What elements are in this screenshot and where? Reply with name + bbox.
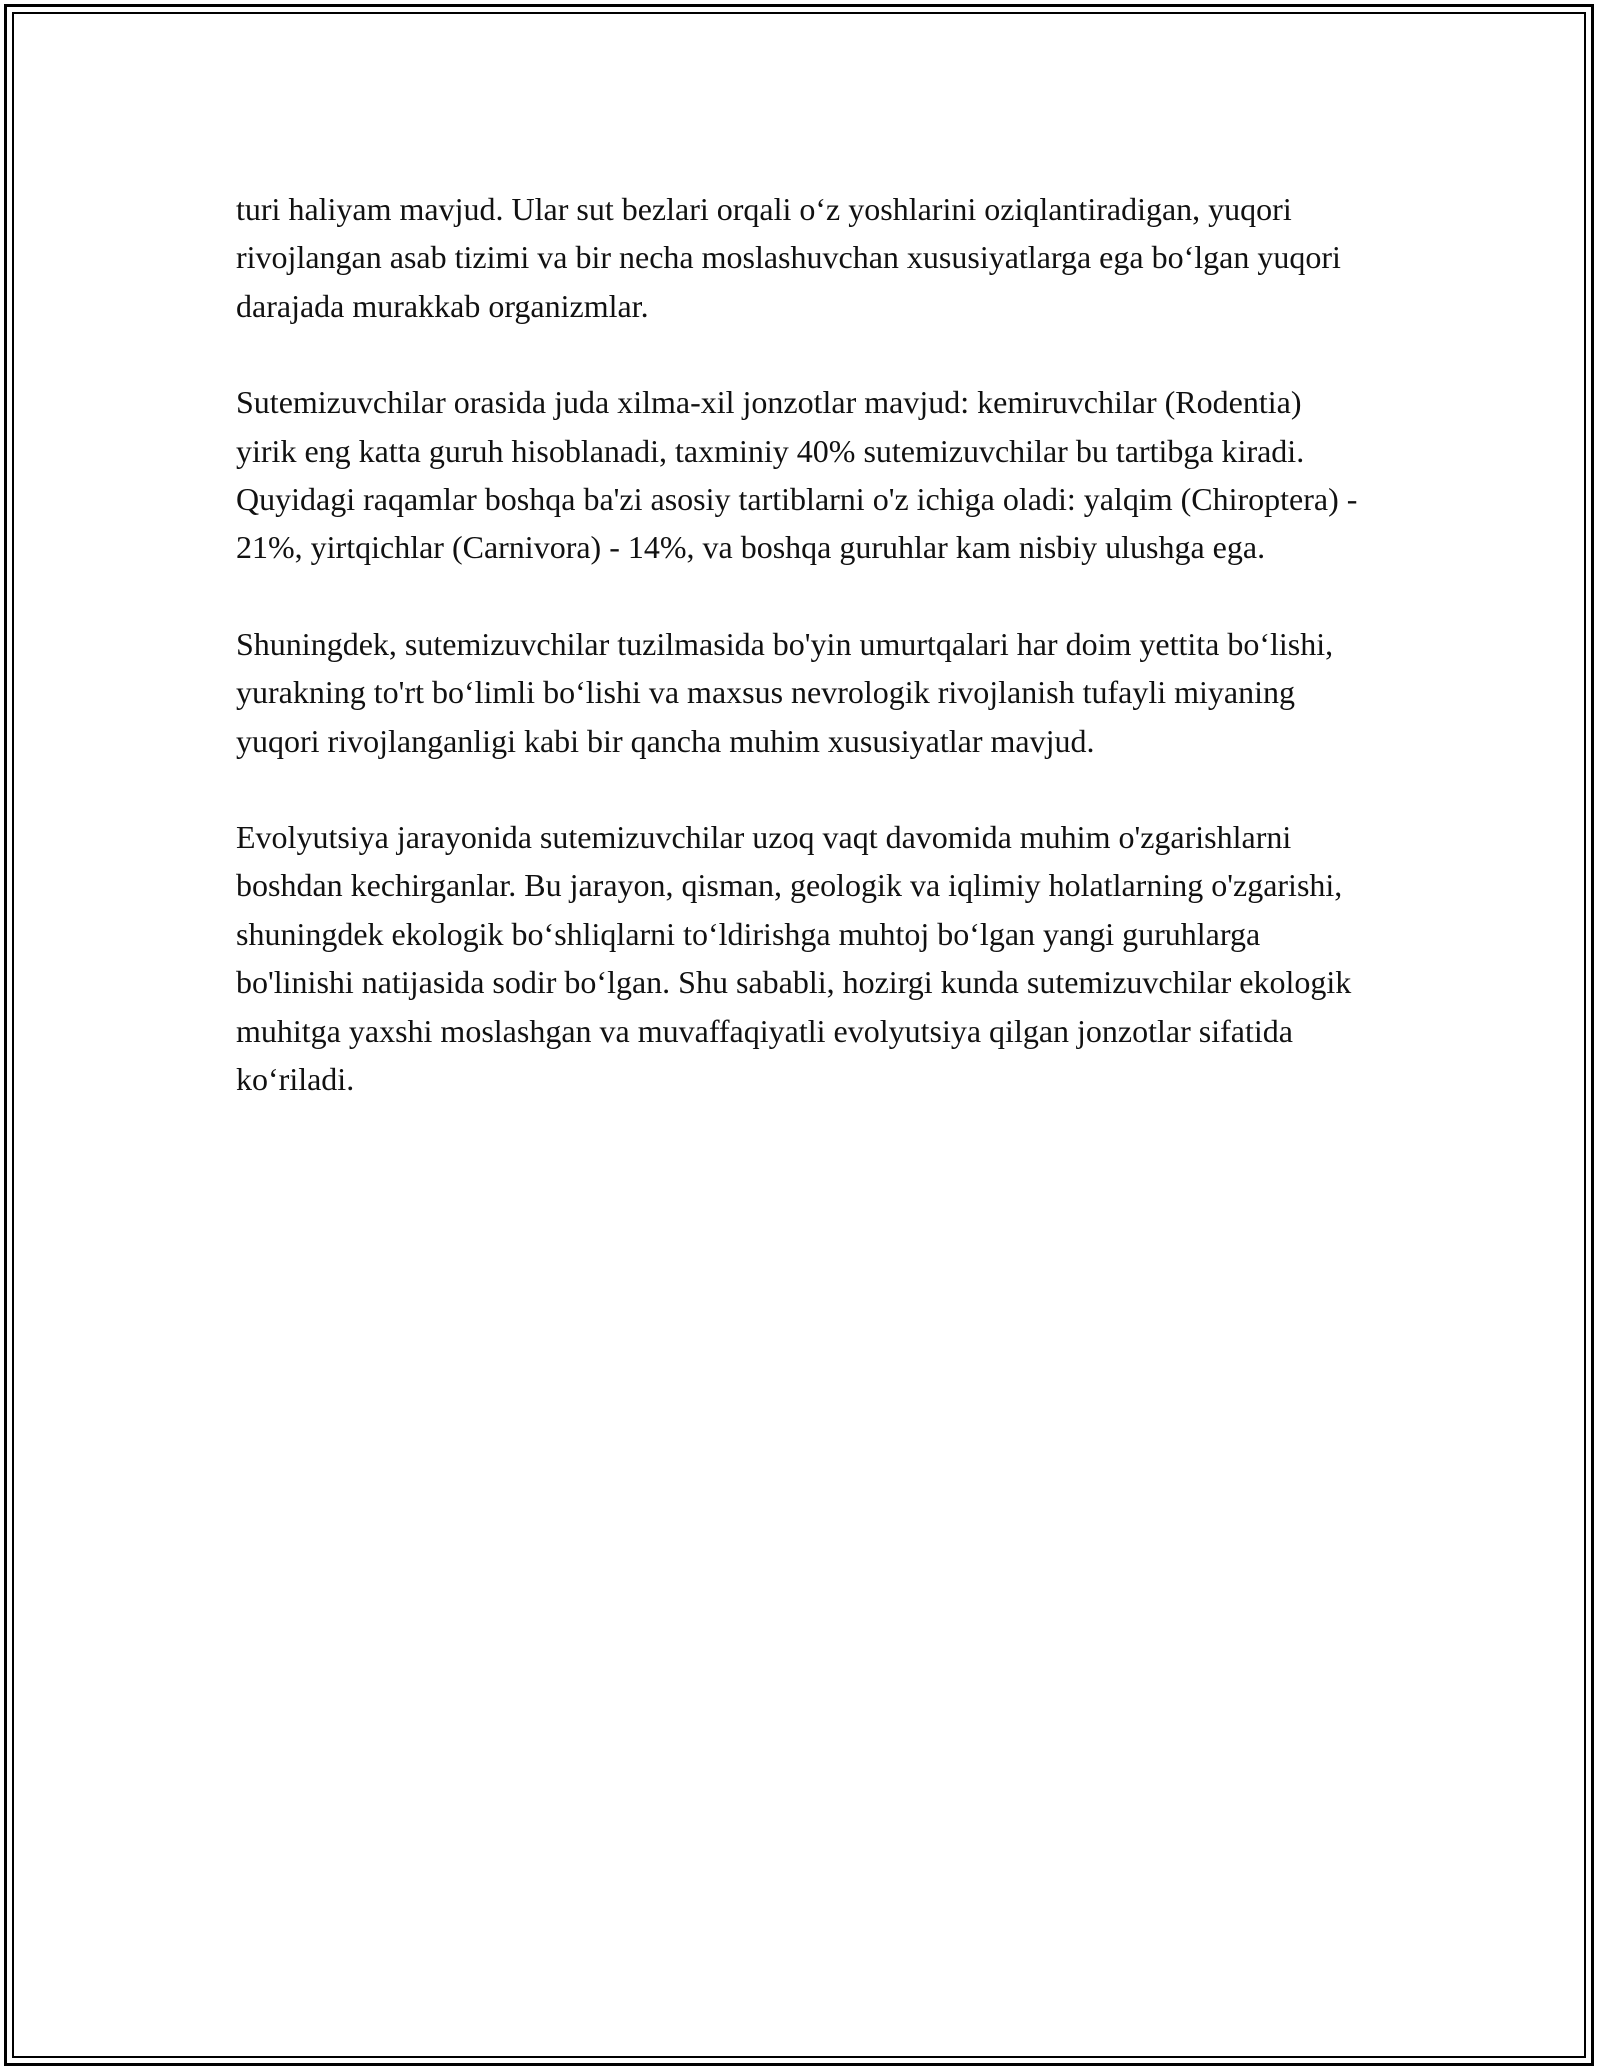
paragraph-3: Shuningdek, sutemizuvchilar tuzilmasida bo'yin umurtqalari har doim yettita bo‘lishi, yurakning to'rt bo‘limli bo‘lishi va maxsus nevrologik rivojlanish tufayli miyaning yuqori rivojlanganligi kabi bir qancha muhim xususiyatlar mavjud.	[236, 625, 1334, 759]
paragraph-4: Evolyutsiya jarayonida sutemizuvchilar uzoq vaqt davomida muhim o'zgarishlarni boshdan kechirganlar. Bu jarayon, qisman, geologik va iqlimiy holatlarning o'zgarishi, shuningdek ekologik bo‘shliqlarni to‘ldirishga muhtoj bo‘lgan yangi guruhlarga bo'linishi natijasida sodir bo‘lgan. Shu sababli, hozirgi kunda sutemizuvchilar ekologik muhitga yaxshi moslashgan va muvaffaqiyatli evolyutsiya qilgan jonzotlar sifatida ko‘riladi.	[236, 819, 1352, 1098]
paragraph-1: turi haliyam mavjud. Ular sut bezlari orqali o‘z yoshlarini oziqlantiradigan, yuqori rivojlangan asab tizimi va bir necha moslashuvchan xususiyatlarga ega bo‘lgan yuqori darajada murakkab organizmlar.	[236, 191, 1341, 324]
paragraph-2: Sutemizuvchilar orasida juda xilma-xil jonzotlar mavjud: kemiruvchilar (Rodentia) yirik eng katta guruh hisoblanadi, taxminiy 40% sutemizuvchilar bu tartibga kiradi. Quyidagi raqamlar boshqa ba'zi asosiy tartiblarni o'z ichiga oladi: yalqim (Chiroptera) - 21%, yirtqichlar (Carnivora) - 14%, va boshqa guruhlar kam nisbiy ulushga ega.	[236, 384, 1358, 566]
document-body	[236, 185, 1366, 1152]
